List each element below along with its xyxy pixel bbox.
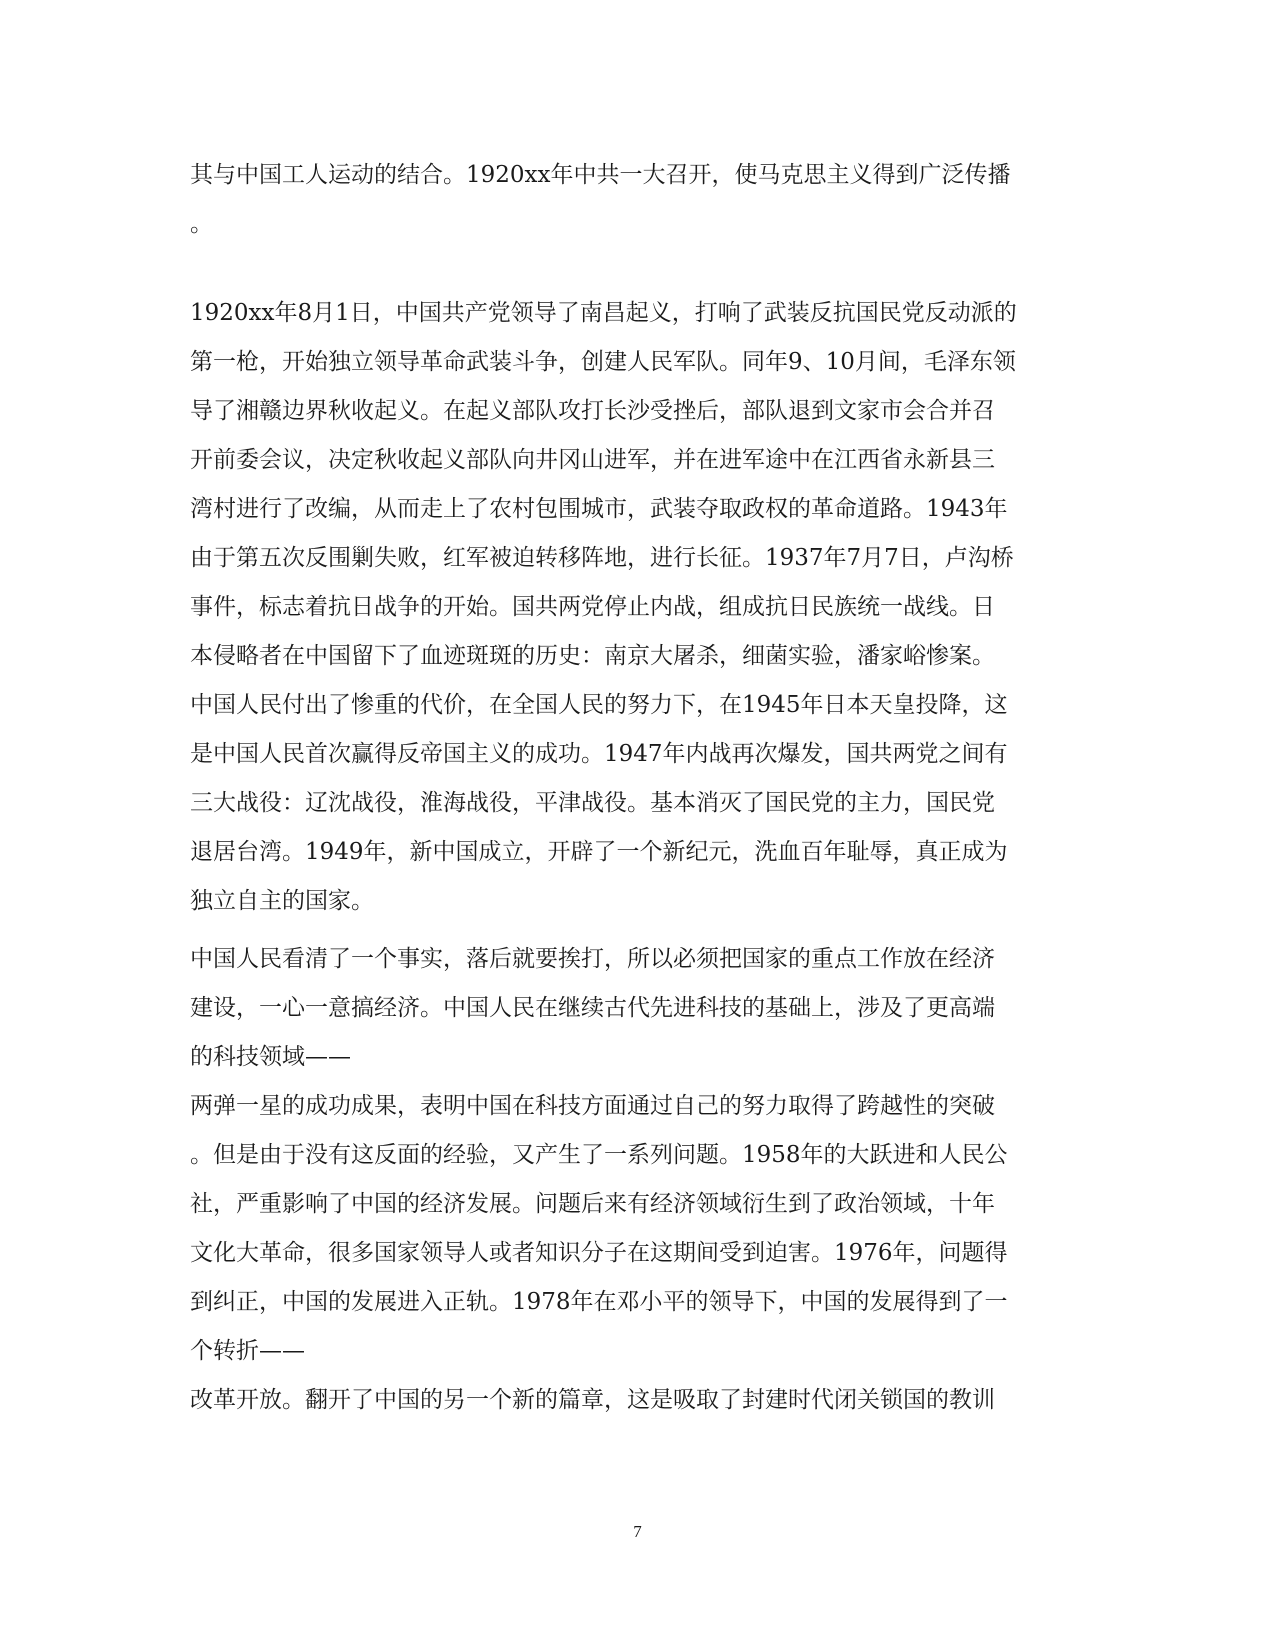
text-line: 是中国人民首次赢得反帝国主义的成功。1947年内战再次爆发，国共两党之间有 [190, 741, 1008, 767]
page-number: 7 [633, 1522, 642, 1541]
text-line: 文化大革命，很多国家领导人或者知识分子在这期间受到迫害。1976年，问题得 [190, 1240, 1008, 1266]
paragraph-1 [190, 151, 1070, 249]
text-line: 退居台湾。1949年，新中国成立，开辟了一个新纪元，洗血百年耻辱，真正成为 [190, 839, 1008, 865]
text-line: 两弹一星的成功成果，表明中国在科技方面通过自己的努力取得了跨越性的突破 [190, 1093, 995, 1119]
paragraph-3 [190, 935, 1070, 1425]
text-line: 独立自主的国家。 [190, 888, 374, 914]
text-line: 导了湘赣边界秋收起义。在起义部队攻打长沙受挫后，部队退到文家市会合并召 [190, 398, 995, 424]
text-line: 本侵略者在中国留下了血迹斑斑的历史：南京大屠杀，细菌实验，潘家峪惨案。 [190, 643, 995, 669]
text-line: 由于第五次反围剿失败，红军被迫转移阵地，进行长征。1937年7月7日，卢沟桥 [190, 545, 1014, 571]
text-line: 建设，一心一意搞经济。中国人民在继续古代先进科技的基础上，涉及了更高端 [190, 995, 995, 1021]
paragraph-2 [190, 289, 1070, 926]
text-line: 到纠正，中国的发展进入正轨。1978年在邓小平的领导下，中国的发展得到了一 [190, 1289, 1008, 1315]
text-line: 社，严重影响了中国的经济发展。问题后来有经济领域衍生到了政治领域，十年 [190, 1191, 995, 1217]
text-line: 个转折—— [190, 1338, 305, 1364]
text-line: 中国人民看清了一个事实，落后就要挨打，所以必须把国家的重点工作放在经济 [190, 946, 995, 972]
text-line: 三大战役：辽沈战役，淮海战役，平津战役。基本消灭了国民党的主力，国民党 [190, 790, 995, 816]
text-line: 。 [190, 211, 213, 237]
text-line: 第一枪，开始独立领导革命武装斗争，创建人民军队。同年9、10月间，毛泽东领 [190, 349, 1016, 375]
text-line: 中国人民付出了惨重的代价，在全国人民的努力下，在1945年日本天皇投降，这 [190, 692, 1008, 718]
text-line: 改革开放。翻开了中国的另一个新的篇章，这是吸取了封建时代闭关锁国的教训 [190, 1387, 995, 1413]
text-line: 。但是由于没有这反面的经验，又产生了一系列问题。1958年的大跃进和人民公 [190, 1142, 1008, 1168]
text-line: 事件，标志着抗日战争的开始。国共两党停止内战，组成抗日民族统一战线。日 [190, 594, 995, 620]
text-line: 的科技领域—— [190, 1044, 351, 1070]
text-line: 1920xx年8月1日，中国共产党领导了南昌起义，打响了武装反抗国民党反动派的 [190, 300, 1017, 326]
text-line: 湾村进行了改编，从而走上了农村包围城市，武装夺取政权的革命道路。1943年 [190, 496, 1008, 522]
text-line: 其与中国工人运动的结合。1920xx年中共一大召开，使马克思主义得到广泛传播 [190, 162, 1011, 188]
text-line: 开前委会议，决定秋收起义部队向井冈山进军，并在进军途中在江西省永新县三 [190, 447, 995, 473]
